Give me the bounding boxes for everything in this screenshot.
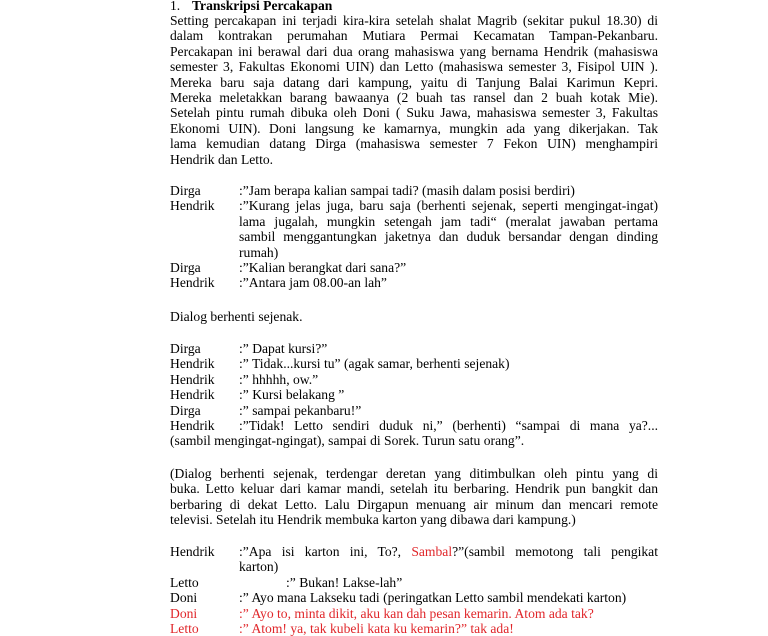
speaker-name: Hendrik <box>170 387 215 403</box>
intro-line: Ekonomi UIN). Doni langsung ke kamarnya, mungkin ada yang dikerjakan. Tak <box>170 120 658 136</box>
dialog-line <box>170 372 658 387</box>
utterance: :” Kursi belakang ” <box>239 387 345 403</box>
utterance-continuation: (sambil mengingat-ngingat), sampai di Sorek. Turun satu orang”. <box>170 433 525 449</box>
section-number: 1. <box>170 0 181 13</box>
intro-line: Hendrik dan Letto. <box>170 151 274 167</box>
dialog-line <box>170 403 658 418</box>
dialog-line <box>170 621 658 636</box>
utterance: :”Tidak! Letto sendiri duduk ni,” (berhenti) “sampai di mana ya?... <box>239 418 658 434</box>
utterance: karton) <box>239 559 279 575</box>
dialog-line <box>170 606 658 621</box>
utterance: :”Kurang jelas juga, baru saja (berhenti sejenak, seperti mengingat-ingat) <box>239 198 658 214</box>
utterance: sambil menggantungkan jaketnya dan duduk bersandar dengan dinding <box>239 229 658 245</box>
dialog-line <box>170 341 658 356</box>
utterance: lama jugalah, mungkin setengah jam tadi“ (meralat jawaban pertama <box>239 213 658 229</box>
utterance: :”Apa isi karton ini, To?, Sambal?”(sambil memotong tali pengikat <box>239 544 658 559</box>
pause-line: berbaring di dekat Letto. Lalu Dirgapun menuang air minum dan mencari remote <box>170 496 658 512</box>
dialog-line <box>170 418 658 449</box>
speaker-name: Letto <box>170 574 199 590</box>
speaker-name: Doni <box>170 590 198 606</box>
intro-line: semester 3, Fakultas Ekonomi UIN) dan Letto (mahasiswa semester 3, Fisipol UIN ). <box>170 59 658 75</box>
intro-line: Setting percakapan ini terjadi kira-kira setelah shalat Magrib (sekitar pukul 18.30) di <box>170 13 658 28</box>
pause-paragraph <box>170 466 658 528</box>
speaker-name: Hendrik <box>170 275 215 291</box>
intro-line: Mereka baru saja datang dari kampung, yaitu di Tanjung Balai Karimun Kepri. <box>170 74 658 90</box>
dialog-line <box>170 544 658 575</box>
dialog-block-2 <box>170 341 658 449</box>
section-title: Transkripsi Percakapan <box>192 0 333 13</box>
pause-line: buka. Letto keluar dari kamar mandi, setelah itu berbaring. Hendrik pun bangkit dan <box>170 481 658 497</box>
dialog-line <box>170 356 658 371</box>
speaker-name: Hendrik <box>170 198 215 214</box>
dialog-block-1 <box>170 183 658 291</box>
speaker-name: Hendrik <box>170 544 215 559</box>
pause-line: (Dialog berhenti sejenak, terdengar deretan yang ditimbulkan oleh pintu yang di <box>170 466 658 481</box>
utterance: :”Antara jam 08.00-an lah” <box>239 275 387 291</box>
speaker-name: Dirga <box>170 260 201 276</box>
dialog-line <box>170 260 658 275</box>
intro-line: lama kemudian datang Dirga (mahasiswa semester 7 Fekon UIN) menghampiri <box>170 136 658 152</box>
dialog-block-3 <box>170 544 658 636</box>
intro-line: Setelah pintu rumah dibuka oleh Doni ( Suku Jawa, mahasiswa semester 3, Fakultas <box>170 105 658 121</box>
speaker-name: Dirga <box>170 402 201 418</box>
dialog-line <box>170 275 658 290</box>
intro-line: Percakapan ini berawal dari dua orang mahasiswa yang bernama Hendrik (mahasiswa <box>170 43 658 59</box>
dialog-line <box>170 198 658 260</box>
speaker-name: Doni <box>170 605 198 621</box>
utterance: :” hhhhh, ow.” <box>239 371 319 387</box>
pause-line: televisi. Setelah itu Hendrik membuka karton yang dibawa dari kampung.) <box>170 512 576 528</box>
dialog-line <box>170 387 658 402</box>
dialog-line <box>170 575 658 590</box>
utterance: :” Bukan! Lakse-lah” <box>286 574 403 590</box>
utterance: :” Ayo mana Lakseku tadi (peringatkan Letto sambil mendekati karton) <box>239 590 627 606</box>
speaker-name: Letto <box>170 621 199 636</box>
speaker-name: Dirga <box>170 341 201 356</box>
utterance: :” Ayo to, minta dikit, aku kan dah pesan kemarin. Atom ada tak? <box>239 605 594 621</box>
utterance: rumah) <box>239 244 279 260</box>
intro-paragraph <box>170 13 658 167</box>
speaker-name: Hendrik <box>170 418 215 434</box>
utterance: :” Dapat kursi?” <box>239 341 328 356</box>
intro-line: Mereka meletakkan barang bawaanya (2 buah tas ransel dan 2 buah kotak Mie). <box>170 89 658 105</box>
utterance: :” Tidak...kursi tu” (agak samar, berhenti sejenak) <box>239 356 510 372</box>
highlighted-word: Sambal <box>411 544 453 559</box>
intro-line: dalam kontrakan perumahan Mutiara Permai Kecamatan Tampan-Pekanbaru. <box>170 28 658 44</box>
dialog-line <box>170 590 658 605</box>
utterance: :”Kalian berangkat dari sana?” <box>239 260 407 276</box>
speaker-name: Hendrik <box>170 356 215 372</box>
utterance: :” Atom! ya, tak kubeli kata ku kemarin?” tak ada! <box>239 621 514 636</box>
section-heading <box>170 0 332 13</box>
speaker-name: Hendrik <box>170 371 215 387</box>
speaker-name: Dirga <box>170 183 201 198</box>
dialog-line <box>170 183 658 198</box>
pause-note: Dialog berhenti sejenak. <box>170 309 303 324</box>
utterance: :”Jam berapa kalian sampai tadi? (masih dalam posisi berdiri) <box>239 183 575 198</box>
utterance: :” sampai pekanbaru!” <box>239 402 362 418</box>
